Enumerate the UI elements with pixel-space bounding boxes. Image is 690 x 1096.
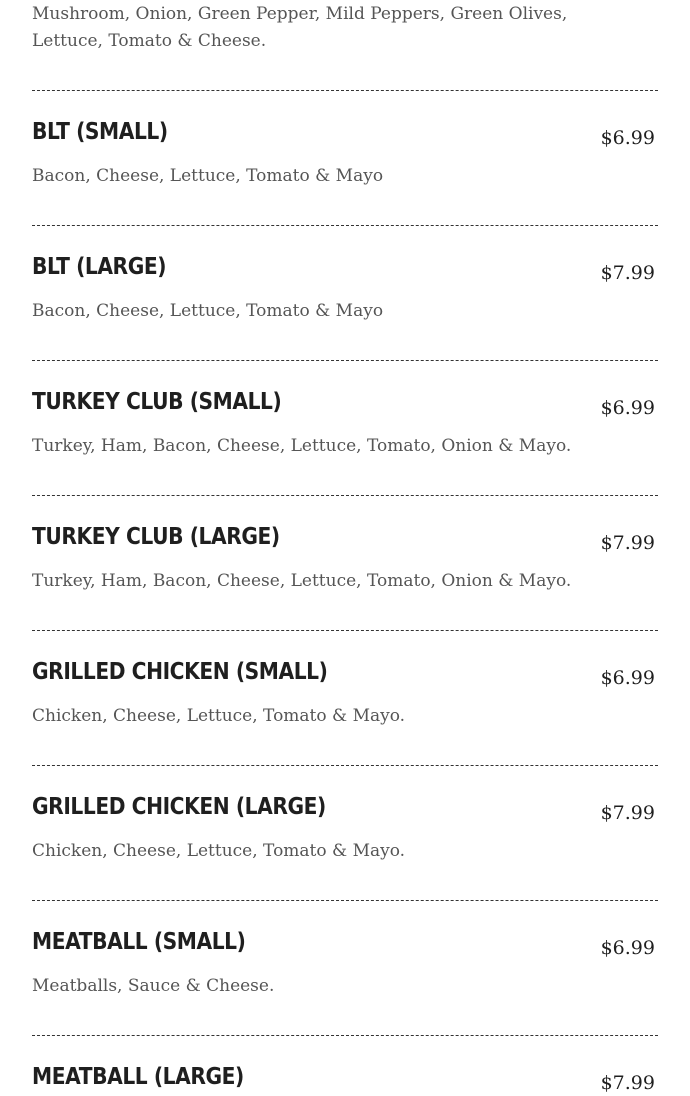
item-price: $6.99 xyxy=(600,127,655,149)
menu-item-turkey-club-large xyxy=(32,522,658,642)
menu-item-meatball-small xyxy=(32,927,658,1047)
item-divider xyxy=(32,1035,658,1036)
item-description: Chicken, Cheese, Lettuce, Tomato & Mayo. xyxy=(32,706,406,726)
item-name: BLT (SMALL) xyxy=(32,119,168,145)
item-divider xyxy=(32,360,658,361)
item-description: Turkey, Ham, Bacon, Cheese, Lettuce, Tomato, Onion & Mayo. xyxy=(32,571,572,591)
item-price: $6.99 xyxy=(600,937,655,959)
item-divider xyxy=(32,630,658,631)
menu-item-grilled-chicken-small xyxy=(32,657,658,777)
item-price: $6.99 xyxy=(600,667,655,689)
item-price: $6.99 xyxy=(600,397,655,419)
menu-item-turkey-club-small xyxy=(32,387,658,507)
item-description: Bacon, Cheese, Lettuce, Tomato & Mayo xyxy=(32,166,384,186)
item-divider xyxy=(32,90,658,91)
item-description: Turkey, Ham, Bacon, Cheese, Lettuce, Tomato, Onion & Mayo. xyxy=(32,436,572,456)
item-name: MEATBALL (SMALL) xyxy=(32,929,246,955)
item-divider xyxy=(32,900,658,901)
item-price: $7.99 xyxy=(600,532,655,554)
item-price: $7.99 xyxy=(600,1072,655,1094)
previous-item-description: Mushroom, Onion, Green Pepper, Mild Peppers, Green Olives, Lettuce, Tomato & Cheese. xyxy=(32,4,568,51)
item-description: Bacon, Cheese, Lettuce, Tomato & Mayo xyxy=(32,301,384,321)
item-name: TURKEY CLUB (LARGE) xyxy=(32,524,280,550)
item-description: Chicken, Cheese, Lettuce, Tomato & Mayo. xyxy=(32,841,406,861)
item-divider xyxy=(32,495,658,496)
item-name: BLT (LARGE) xyxy=(32,254,167,280)
item-divider xyxy=(32,765,658,766)
item-price: $7.99 xyxy=(600,262,655,284)
item-name: MEATBALL (LARGE) xyxy=(32,1064,244,1090)
menu-item-grilled-chicken-large xyxy=(32,792,658,912)
menu-item-blt-small xyxy=(32,117,658,237)
menu-item-meatball-large xyxy=(32,1062,658,1096)
item-name: GRILLED CHICKEN (SMALL) xyxy=(32,659,328,685)
item-name: GRILLED CHICKEN (LARGE) xyxy=(32,794,326,820)
item-divider xyxy=(32,225,658,226)
item-price: $7.99 xyxy=(600,802,655,824)
item-description: Meatballs, Sauce & Cheese. xyxy=(32,976,275,996)
item-name: TURKEY CLUB (SMALL) xyxy=(32,389,282,415)
menu-item-blt-large xyxy=(32,252,658,372)
